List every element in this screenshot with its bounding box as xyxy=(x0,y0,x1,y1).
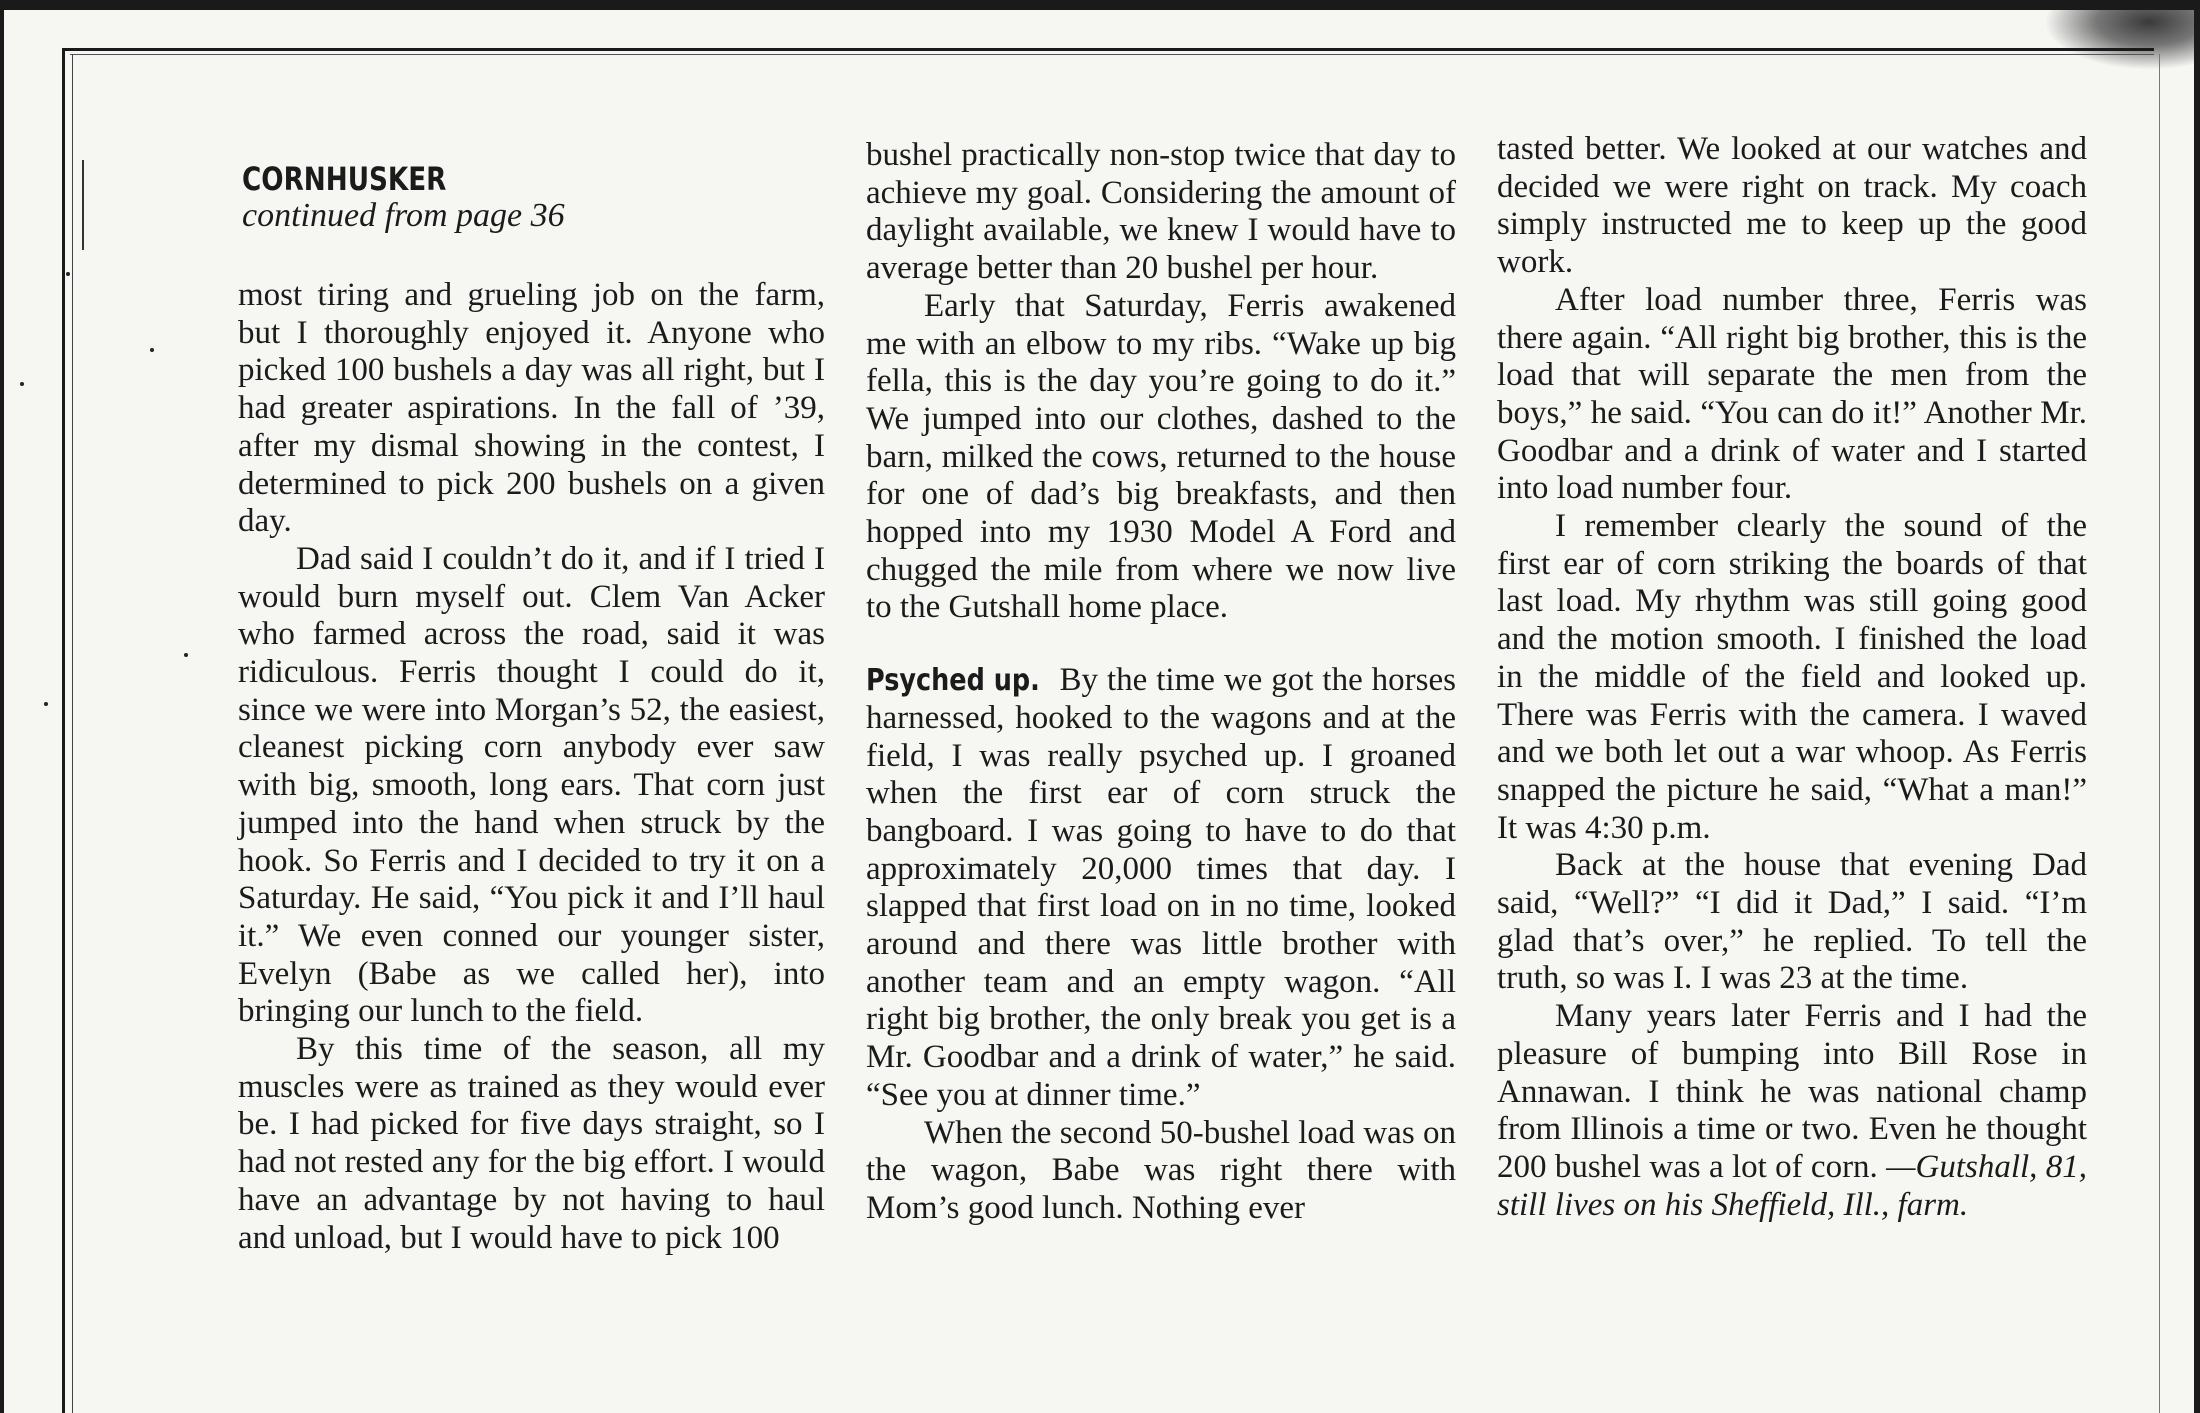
scan-speck xyxy=(44,702,48,706)
scan-speck xyxy=(150,348,154,352)
paragraph: Early that Saturday, Ferris awakened me with an elbow to my ribs. “Wake up big fella, this is the day you’re going to do it.” We jumped into our clothes, dashed to the barn, milked the cows, returned to the house for one of dad’s big breakfasts, and then hopped into my 1930 Model A Ford and chugged the mile from where we now live to the Gutshall home place. xyxy=(866,287,1456,626)
right-border-rule xyxy=(2159,54,2160,1413)
author-signature: —Gutshall, 81, still lives on his Sheffield, Ill., farm. xyxy=(1497,1148,2087,1223)
text-column-2 xyxy=(866,137,1456,1228)
paragraph: After load number three, Ferris was there again. “All right big brother, this is the load that will separate the men from the boys,” he said. “You can do it!” Another Mr. Goodbar and a drink of water and I started into load number four. xyxy=(1497,281,2087,507)
left-border-rule xyxy=(62,48,65,1413)
paragraph-with-runin xyxy=(866,662,1456,1114)
top-border-rule xyxy=(62,48,2154,51)
paragraph: When the second 50-bushel load was on the wagon, Babe was right there with Mom’s good lunch. Nothing ever xyxy=(866,1114,1456,1226)
scan-speck xyxy=(184,653,188,657)
paragraph: Dad said I couldn’t do it, and if I tried I would burn myself out. Clem Van Acker who farmed across the road, said it was ridiculous. Ferris thought I could do it, since we were into Morgan’s 52, the easiest, cleanest picking corn anybody ever saw with big, smooth, long ears. That corn just jumped into the hand when struck by the hook. So Ferris and I decided to try it on a Saturday. He said, “You pick it and I’ll haul it.” We even conned our younger sister, Evelyn (Babe as we called her), into bringing our lunch to the field. xyxy=(238,540,825,1030)
paragraph-text: By the time we got the horses harnessed, hooked to the wagons and at the field, I was really psyched up. I groaned when the first ear of corn struck the bangboard. I was going to have to do that approximately 20,000 times that day. I slapped that first load on in no time, looked around and there was little brother with another team and an empty wagon. “All right big brother, the only break you get is a Mr. Goodbar and a drink of water,” he said. “See you at dinner time.” xyxy=(866,662,1457,1113)
paragraph-final xyxy=(1497,998,2087,1224)
article-heading: CORNHUSKER xyxy=(242,160,447,198)
scan-speck xyxy=(20,382,24,386)
text-column-3 xyxy=(1497,131,2087,1224)
runin-heading: Psyched up. xyxy=(866,663,1040,699)
top-border-rule-inner xyxy=(70,54,2154,55)
paragraph-text: Many years later Ferris and I had the pleasure of bumping into Bill Rose in Annawan. I think he was national champ from Illinois a time or two. Even he thought 200 bushel was a lot of corn. xyxy=(1497,998,2087,1185)
paragraph: tasted better. We looked at our watches and decided we were right on track. My coach simply instructed me to keep up the good work. xyxy=(1497,131,2087,281)
paragraph: Back at the house that evening Dad said, “Well?” “I did it Dad,” I said. “I’m glad that’s over,” he replied. To tell the truth, so was I. I was 23 at the time. xyxy=(1497,847,2087,997)
scan-speck xyxy=(66,272,70,276)
left-border-rule-inner xyxy=(72,54,73,1413)
scan-shadow xyxy=(2044,10,2194,70)
article-subheading: continued from page 36 xyxy=(242,197,565,234)
text-column-1 xyxy=(238,277,825,1257)
paragraph: most tiring and grueling job on the farm, but I thoroughly enjoyed it. Anyone who picked 100 bushels a day was all right, but I had greater aspirations. In the fall of ’39, after my dismal showing in the contest, I determined to pick 200 bushels on a given day. xyxy=(238,277,825,540)
paragraph: I remember clearly the sound of the first ear of corn striking the boards of that last load. My rhythm was still going good and the motion smooth. I finished the load in the middle of the field and looked up. There was Ferris with the camera. I waved and we both let out a war whoop. As Ferris snapped the picture he said, “What a man!” It was 4:30 p.m. xyxy=(1497,508,2087,846)
paragraph: By this time of the season, all my muscles were as trained as they would ever be. I had picked for five days straight, so I had not rested any for the big effort. I would have an advantage by not having to haul and unload, but I would have to pick 100 xyxy=(238,1031,825,1256)
paragraph: bushel practically non-stop twice that day to achieve my goal. Considering the amount of daylight available, we knew I would have to average better than 20 bushel per hour. xyxy=(866,137,1456,287)
left-margin-mark xyxy=(82,160,84,250)
